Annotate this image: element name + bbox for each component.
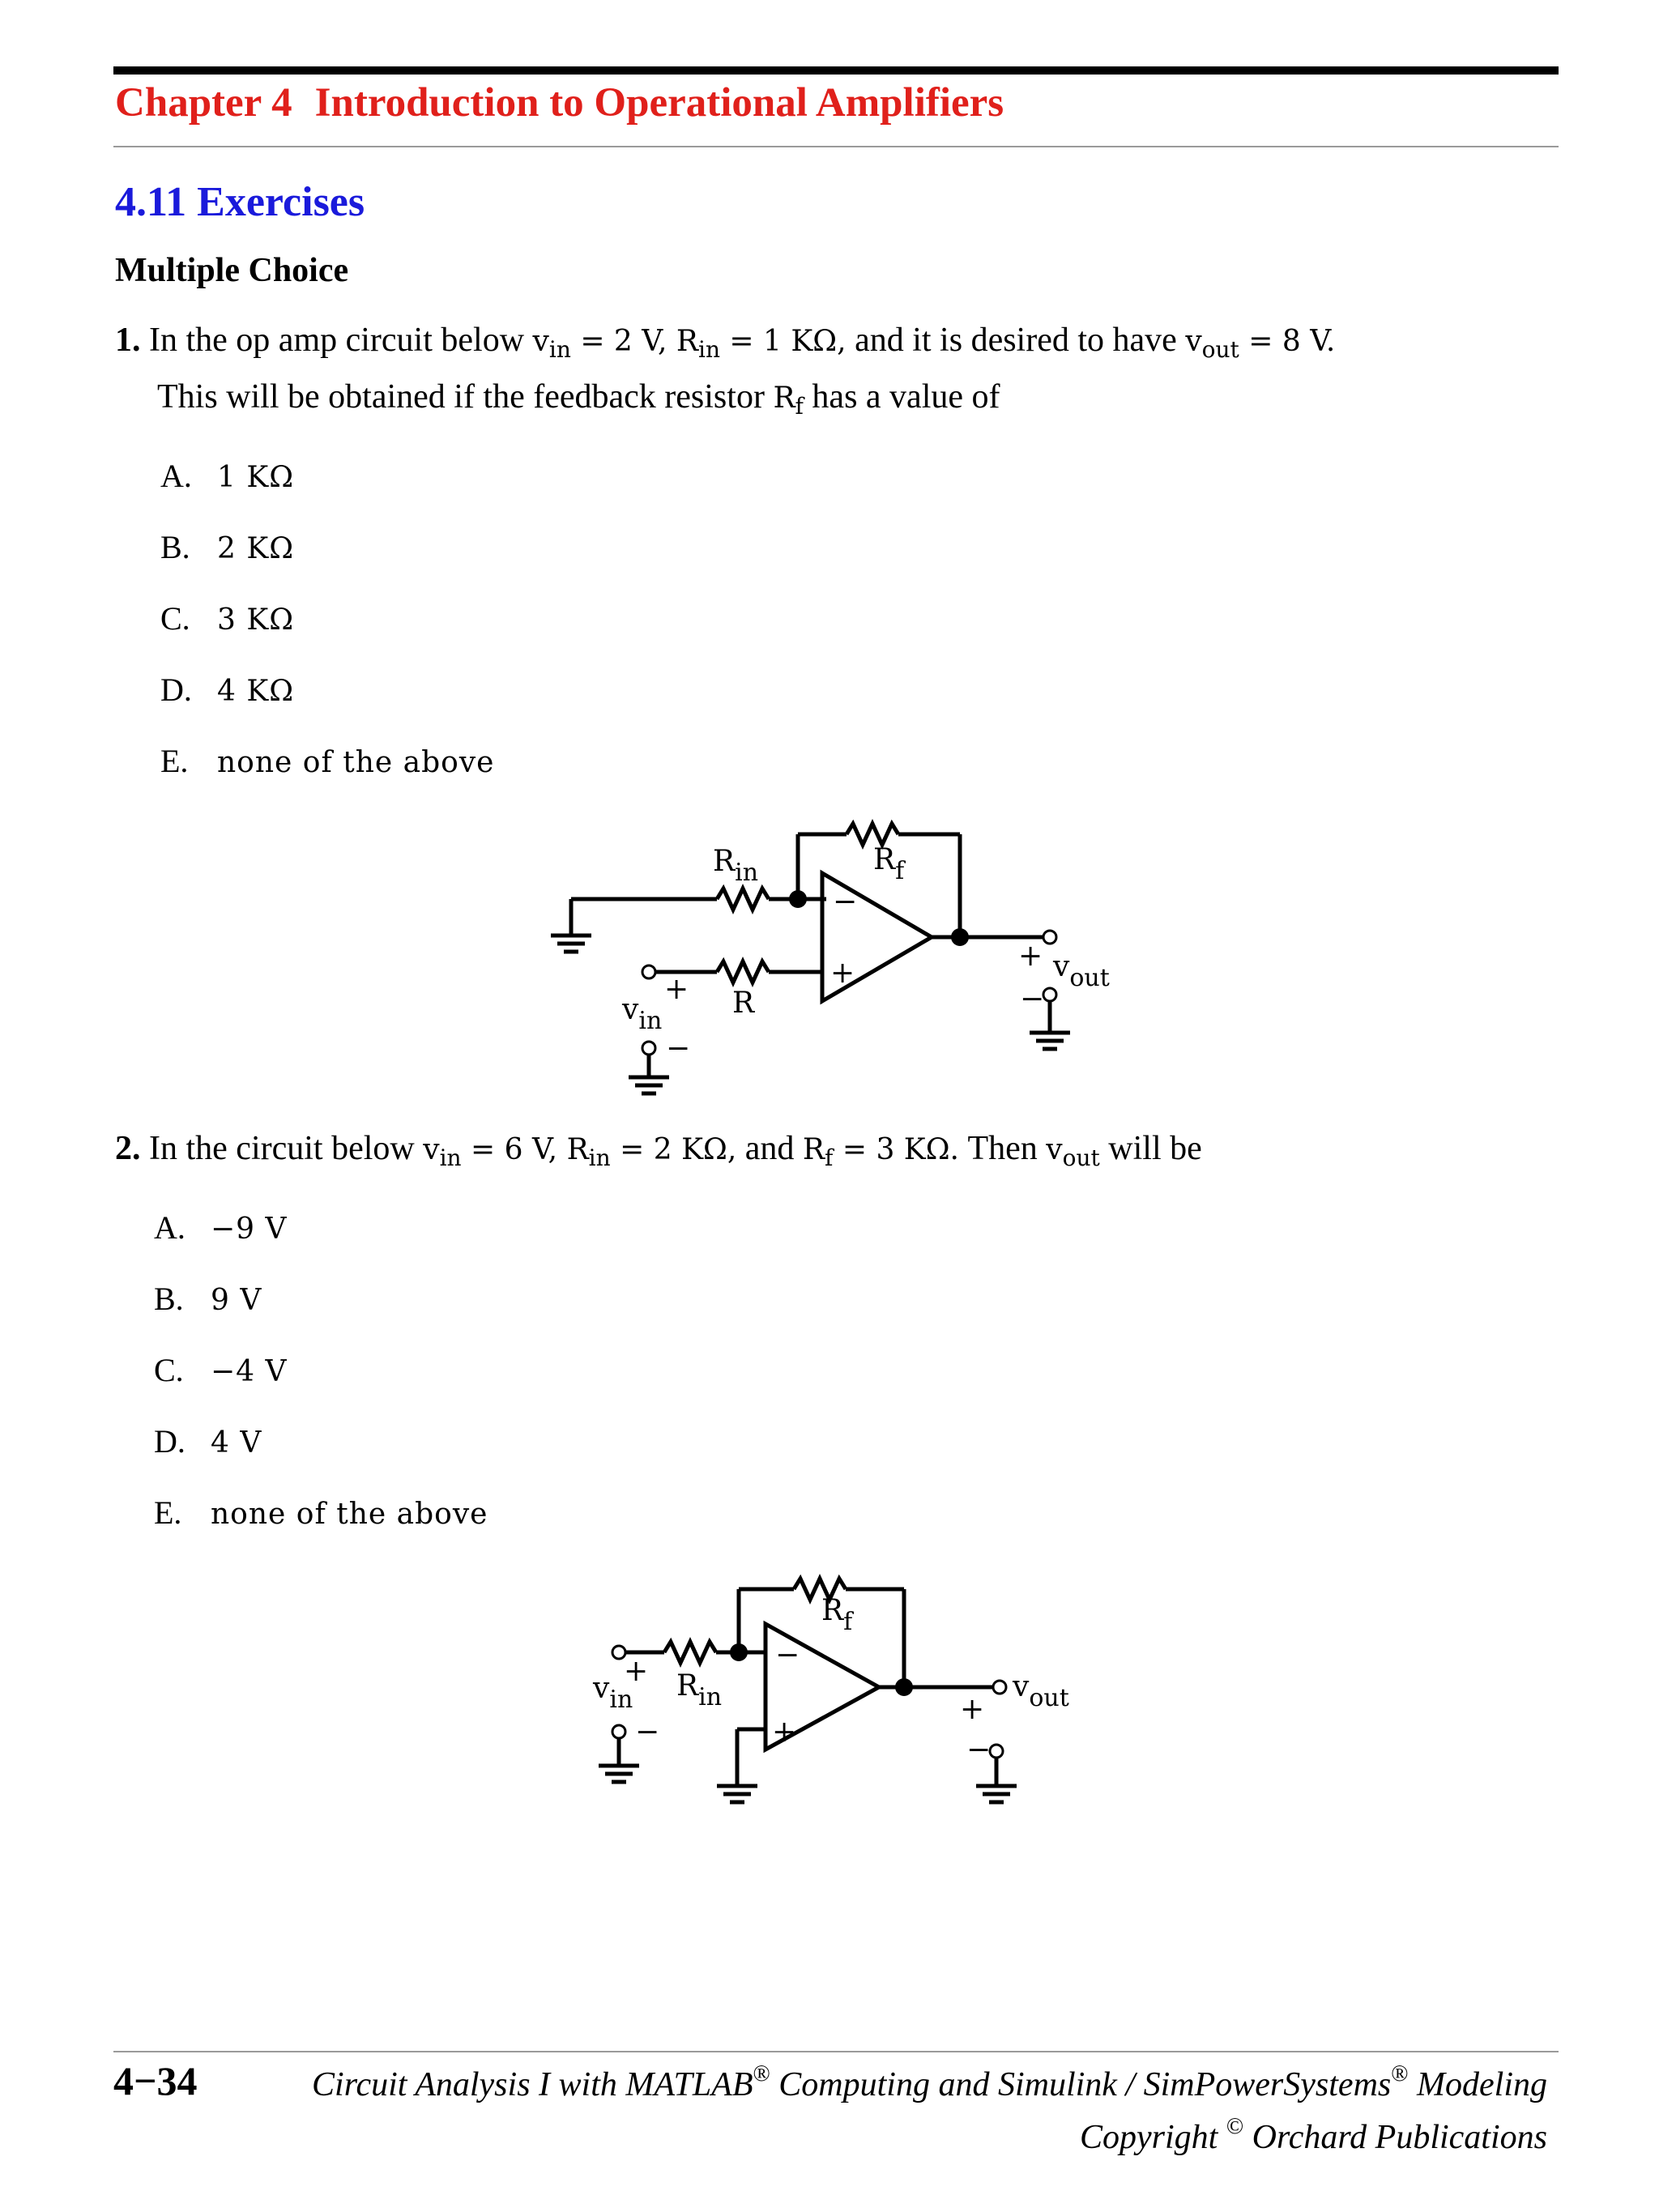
section-subtitle: Multiple Choice	[115, 252, 349, 289]
footer-divider	[113, 2051, 1559, 2052]
c1-opamp-plus: +	[830, 957, 855, 990]
section-title: 4.11 Exercises	[115, 179, 365, 225]
page-number: 4−34	[113, 2058, 198, 2103]
c2-vin-label: $v_{in}$	[593, 1672, 633, 1714]
q1-option-d[interactable]: D. 4 KΩ	[160, 671, 295, 708]
q2-option-d[interactable]: D. 4 V	[154, 1423, 262, 1460]
c1-vin-label: $v_{in}$	[622, 993, 663, 1035]
c2-vout-terminal-top	[993, 1681, 1006, 1694]
q1-option-c[interactable]: C. 3 KΩ	[160, 600, 295, 637]
q2-option-e[interactable]: E. none of the above	[154, 1494, 488, 1531]
c1-vout-plus: +	[1018, 940, 1043, 973]
q2-option-a[interactable]: A. −9 V	[154, 1209, 288, 1246]
question-1-line-2: This will be obtained if the feedback resistor $R_f$ has a value of	[157, 378, 1000, 420]
c1-opamp-minus: −	[833, 885, 858, 918]
copyright-line: Copyright © Orchard Publications	[1080, 2114, 1547, 2156]
c2-vout-terminal-bottom	[990, 1745, 1003, 1758]
c2-vout-minus: −	[966, 1733, 992, 1767]
c2-opamp-minus: −	[775, 1639, 800, 1672]
question-1-line-1: 1. In the op amp circuit below $v_{in} = 2$ V, $R_{in} = 1$ KΩ, and it is desired to have $v_{out} = 8$ V.	[115, 322, 1336, 363]
q1-option-b[interactable]: B. 2 KΩ	[160, 529, 295, 565]
c1-vout-minus: −	[1020, 982, 1045, 1016]
q2-option-b[interactable]: B. 9 V	[154, 1281, 262, 1317]
q1-option-a[interactable]: A. 1 KΩ	[160, 458, 295, 494]
book-title: Circuit Analysis I with MATLAB® Computing and Simulink / SimPowerSystems® Modeling	[312, 2061, 1547, 2103]
c2-vin-plus: +	[624, 1655, 649, 1688]
c2-vout-label: $v_{out}$	[1013, 1670, 1069, 1712]
c2-node-inverting	[730, 1643, 748, 1661]
c1-vin-plus: +	[664, 973, 689, 1006]
c1-rin-label: $R_{in}$	[713, 845, 759, 887]
question-2-number: 2.	[115, 1130, 141, 1167]
c2-vin-terminal-bottom	[612, 1725, 625, 1738]
c2-node-output	[895, 1678, 913, 1696]
question-2-line: 2. In the circuit below $v_{in} = 6$ V, $R_{in} = 2$ KΩ, and $R_f = 3$ KΩ. Then $v_{out}$ will be	[115, 1130, 1202, 1171]
q1-option-e[interactable]: E. none of the above	[160, 743, 495, 779]
c2-vout-plus: +	[960, 1693, 985, 1726]
c2-rin-resistor	[664, 1642, 716, 1663]
chapter-title: Introduction to Operational Amplifiers	[314, 80, 1004, 126]
c2-rf-label: $R_f$	[821, 1594, 853, 1636]
c1-rf-label: $R_f$	[873, 843, 905, 885]
c1-vin-minus: −	[666, 1032, 691, 1065]
c1-vout-label: $v_{out}$	[1053, 950, 1110, 992]
q2-option-c[interactable]: C. −4 V	[154, 1352, 288, 1388]
c2-rin-label: $R_{in}$	[676, 1669, 723, 1711]
c2-opamp-plus: +	[772, 1715, 797, 1749]
c2-vin-minus: −	[635, 1715, 660, 1749]
c1-r-label: R	[732, 987, 755, 1020]
question-1-number: 1.	[115, 322, 141, 359]
chapter-number: Chapter 4	[115, 80, 292, 126]
